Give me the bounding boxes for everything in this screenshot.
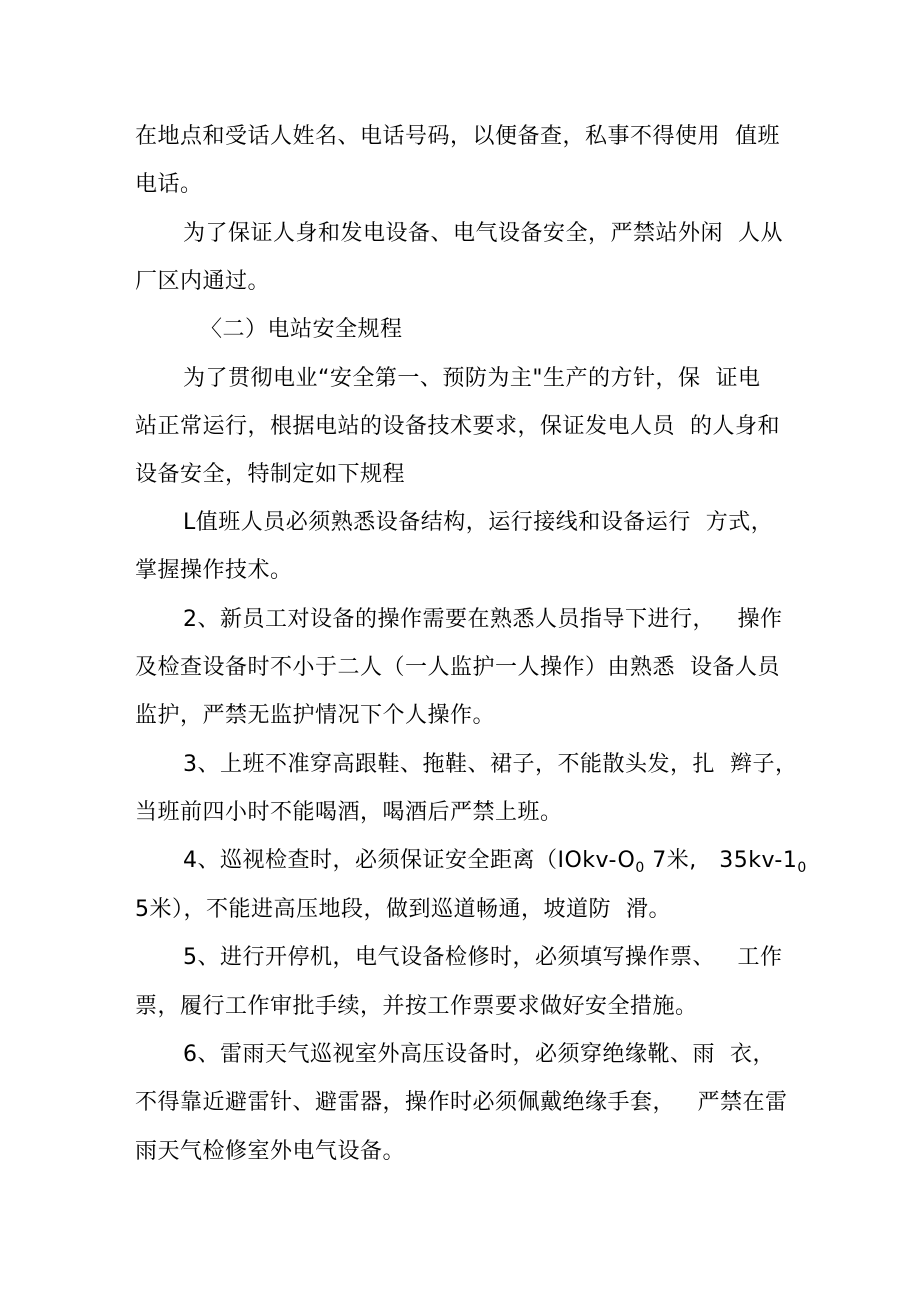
paragraph-line: 3、上班不准穿高跟鞋、拖鞋、裙子，不能散头发，扎 辫子，	[183, 752, 798, 777]
paragraph-line: 5米），不能进高压地段，做到巡道畅通，坡道防 滑。	[135, 897, 671, 922]
line-segment: 4、巡视检查时，必须保证安全距离（IOkv-O	[183, 848, 636, 873]
section-heading: 〈二）电站安全规程	[200, 317, 403, 342]
paragraph-line: 为了贯彻电业“安全第一、预防为主"生产的方针，保 证电	[183, 366, 761, 391]
paragraph-line: 在地点和受话人姓名、电话号码，以便备查，私事不得使用 值班	[135, 124, 780, 149]
paragraph-line: 站正常运行，根据电站的设备技术要求，保证发电人员 的人身和	[135, 414, 780, 439]
subscript: 0	[635, 860, 645, 876]
paragraph-line: 票，履行工作审批手续，并按工作票要求做好安全措施。	[135, 994, 698, 1019]
paragraph-line: 设备安全，特制定如下规程	[135, 462, 406, 487]
paragraph-line: 5、进行开停机，电气设备检修时，必须填写操作票、 工作	[183, 945, 783, 970]
paragraph-line: 为了保证人身和发电设备、电气设备安全，严禁站外闲 人从	[183, 221, 783, 246]
paragraph-line: 及检查设备时不小于二人（一人监护一人操作）由熟悉 设备人员	[135, 655, 780, 680]
paragraph-line: 厂区内通过。	[135, 269, 271, 294]
paragraph-line: 2、新员工对设备的操作需要在熟悉人员指导下进行， 操作	[183, 607, 783, 632]
paragraph-line: L值班人员必须熟悉设备结构，运行接线和设备运行 方式，	[183, 510, 774, 535]
subscript: 0	[797, 860, 807, 876]
paragraph-line: 监护，严禁无监护情况下个人操作。	[135, 703, 496, 728]
line-segment: 7米, 35kv-1	[644, 848, 798, 873]
paragraph-line: 掌握操作技术。	[135, 558, 293, 583]
paragraph-line: 当班前四小时不能喝酒，喝酒后严禁上班。	[135, 800, 563, 825]
paragraph-line: 6、雷雨天气巡视室外高压设备时，必须穿绝缘靴、雨 衣，	[183, 1042, 775, 1067]
paragraph-line: 电话。	[135, 172, 203, 197]
paragraph-line: 不得靠近避雷针、避雷器，操作时必须佩戴绝缘手套， 严禁在雷	[135, 1090, 788, 1115]
paragraph-line	[183, 847, 807, 875]
paragraph-line: 雨天气检修室外电气设备。	[135, 1139, 406, 1164]
